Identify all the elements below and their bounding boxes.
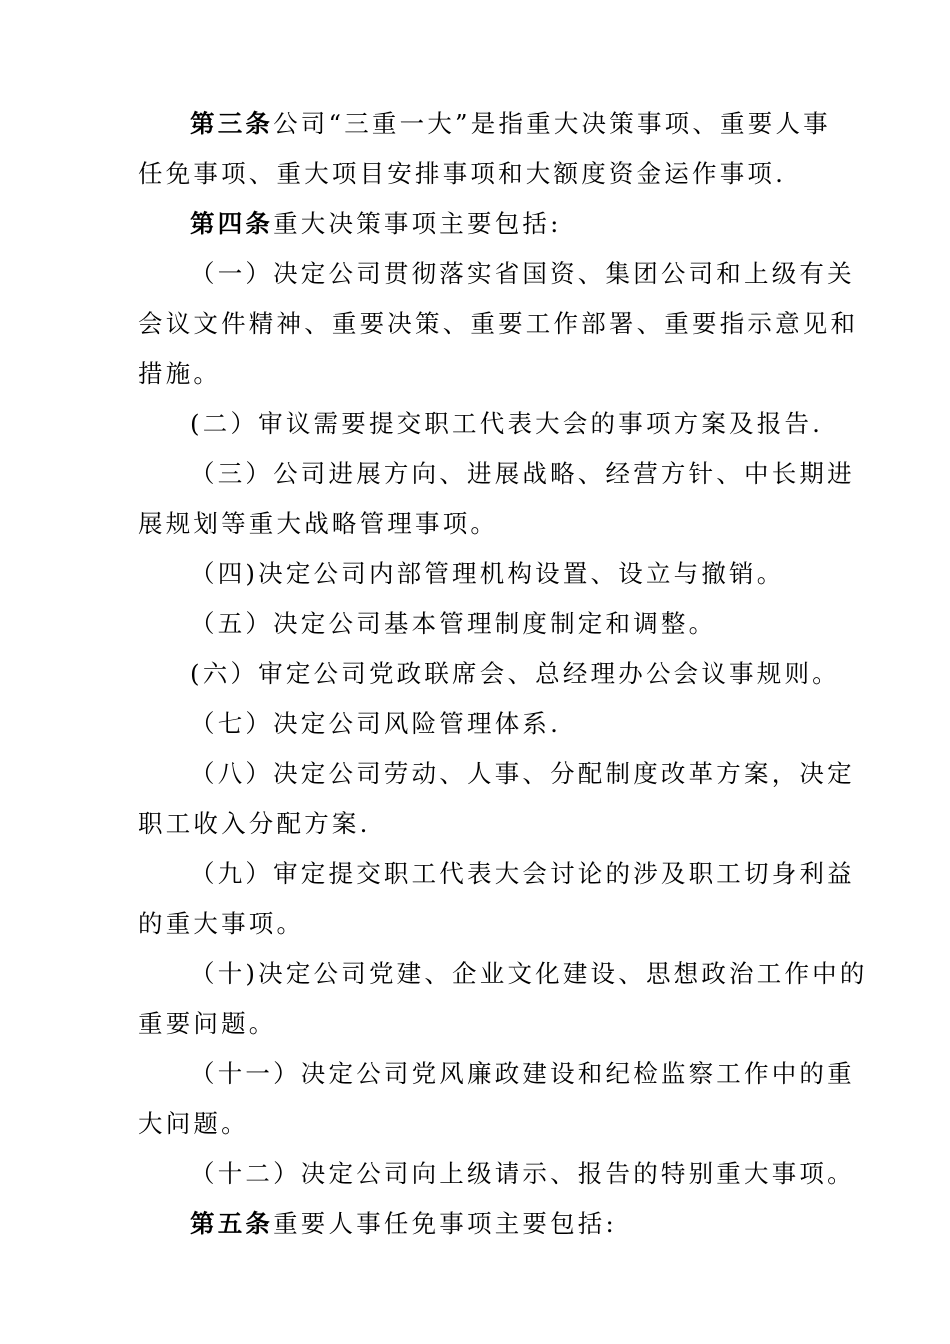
article-5-label: 第五条 (190, 1209, 274, 1238)
item-1-line-3: 措施。 (138, 359, 222, 388)
article-3-text: 公司“三重一大”是指重大决策事项、重要人事 (273, 109, 831, 138)
item-1-line-1: （一）决定公司贯彻落实省国资、集团公司和上级有关 (190, 259, 855, 288)
article-3-label: 第三条 (190, 109, 274, 138)
item-3-line-2: 展规划等重大战略管理事项。 (138, 509, 499, 538)
item-1-line-2: 会议文件精神、重要决策、重要工作部署、重要指示意见和 (138, 309, 859, 338)
item-8-line-1: （八）决定公司劳动、人事、分配制度改革方案，决定 (190, 759, 855, 788)
item-2-line-1: (二）审议需要提交职工代表大会的事项方案及报告. (190, 409, 824, 438)
article-5-text: 重要人事任免事项主要包括: (273, 1209, 617, 1238)
article-4-text: 重大决策事项主要包括: (273, 209, 562, 238)
item-9-line-1: （九）审定提交职工代表大会讨论的涉及职工切身利益 (190, 859, 855, 888)
item-9-line-2: 的重大事项。 (138, 909, 305, 938)
item-6-line-1: (六）审定公司党政联席会、总经理办公会议事规则。 (190, 659, 840, 688)
item-10-line-1: （十)决定公司党建、企业文化建设、思想政治工作中的 (190, 959, 868, 988)
item-4-line-1: （四)决定公司内部管理机构设置、设立与撤销。 (190, 559, 785, 588)
item-12-line-1: （十二）决定公司向上级请示、报告的特别重大事项。 (190, 1159, 855, 1188)
item-7-line-1: （七）决定公司风险管理体系. (190, 709, 562, 738)
article-4-line-1 (190, 208, 562, 240)
item-8-line-2: 职工收入分配方案. (138, 809, 371, 838)
article-3-line-1 (190, 108, 831, 140)
item-3-line-1: （三）公司进展方向、进展战略、经营方针、中长期进 (190, 459, 855, 488)
article-3-line-2: 任免事项、重大项目安排事项和大额度资金运作事项. (138, 159, 787, 188)
item-10-line-2: 重要问题。 (138, 1009, 277, 1038)
item-5-line-1: （五）决定公司基本管理制度制定和调整。 (190, 609, 717, 638)
item-11-line-2: 大问题。 (138, 1109, 249, 1138)
item-11-line-1: （十一）决定公司党风廉政建设和纪检监察工作中的重 (190, 1059, 855, 1088)
article-5-line-1 (190, 1208, 617, 1240)
article-4-label: 第四条 (190, 209, 274, 238)
